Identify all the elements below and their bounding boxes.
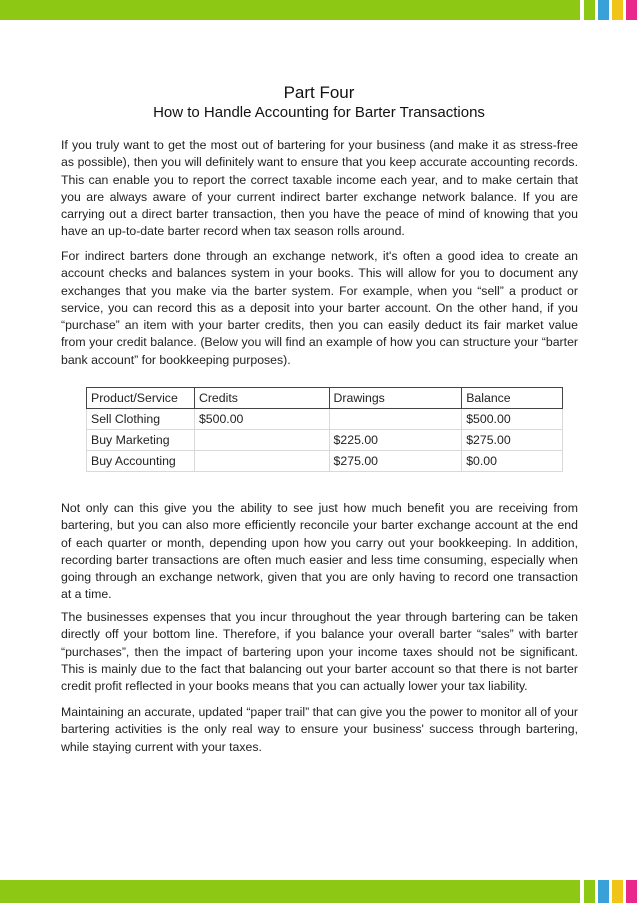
paragraph-1: If you truly want to get the most out of bartering for your business (and make it as stress-free as possible), then you will definitely want to ensure that you keep accurate accounting records. This can enable you to report the correct taxable income each year, and to make certain that you are always aware of your current indirect barter exchange network balance. If you are carrying out a direct barter transaction, then you have the peace of mind of knowing that you have an up-to-date barter record when tax season rolls around. xyxy=(61,138,578,239)
top-green-square xyxy=(584,0,595,20)
bottom-color-band xyxy=(0,880,638,903)
bottom-blue-square xyxy=(598,880,609,903)
table-cell: Buy Accounting xyxy=(87,451,195,472)
table-cell xyxy=(329,409,462,430)
top-pink-square xyxy=(626,0,637,20)
table-cell: Sell Clothing xyxy=(87,409,195,430)
table-row xyxy=(87,451,563,472)
table-cell: $500.00 xyxy=(462,409,563,430)
table-row xyxy=(87,430,563,451)
table-cell xyxy=(194,451,329,472)
paragraph-2: For indirect barters done through an exchange network, it's often a good idea to create an account checks and balances system in your books. This will allow for you to document any exchanges that you make via the barter system. For example, when you “sell” a product or service, you can record this as a deposit into your barter account. On the other hand, if you “purchase” an item with your barter credits, then you can easily deduct its fair market value from your credit balance. (Below you will find an example of how you can structure your “barter bank account” for bookkeeping purposes). xyxy=(61,249,578,367)
paragraph-4: The businesses expenses that you incur throughout the year through bartering can be taken directly off your bottom line. Therefore, if you balance your overall barter “sales” with barter “purchases”, then the impact of bartering upon your income taxes should not be significant. This is mainly due to the fact that balancing out your barter account so that there is not barter credit profit reflected in your books means that you can actually lower your tax liability. xyxy=(61,610,578,694)
table-cell: $0.00 xyxy=(462,451,563,472)
table-cell: $500.00 xyxy=(194,409,329,430)
page-subtitle: How to Handle Accounting for Barter Transactions xyxy=(153,104,485,121)
bottom-green-square xyxy=(584,880,595,903)
table-cell: Buy Marketing xyxy=(87,430,195,451)
top-green-bar xyxy=(0,0,580,20)
bottom-pink-square xyxy=(626,880,637,903)
table-row xyxy=(87,409,563,430)
header-cell: Drawings xyxy=(329,388,462,409)
top-yellow-square xyxy=(612,0,623,20)
header-cell: Product/Service xyxy=(87,388,195,409)
table-header-row xyxy=(87,388,563,409)
table-cell: $275.00 xyxy=(462,430,563,451)
header-cell: Credits xyxy=(194,388,329,409)
top-color-band xyxy=(0,0,638,20)
paragraph-5: Maintaining an accurate, updated “paper trail” that can give you the power to monitor all of your bartering activities is the only real way to ensure your business' success through bartering, while staying current with your taxes. xyxy=(61,705,578,754)
bottom-yellow-square xyxy=(612,880,623,903)
page-title: Part Four xyxy=(283,83,355,102)
table-cell xyxy=(194,430,329,451)
table-cell: $275.00 xyxy=(329,451,462,472)
bottom-green-bar xyxy=(0,880,580,903)
paragraph-3: Not only can this give you the ability to see just how much benefit you are receiving from bartering, but you can also more efficiently reconcile your barter exchange account at the end of each quarter or month, depending upon how you carry out your bookkeeping. In addition, recording barter transactions are often much easier and less time consuming, especially when going through an exchange network, given that you are only having to record one transaction at a time. xyxy=(61,501,578,602)
table-cell: $225.00 xyxy=(329,430,462,451)
top-blue-square xyxy=(598,0,609,20)
barter-account-table xyxy=(86,387,563,472)
header-cell: Balance xyxy=(462,388,563,409)
